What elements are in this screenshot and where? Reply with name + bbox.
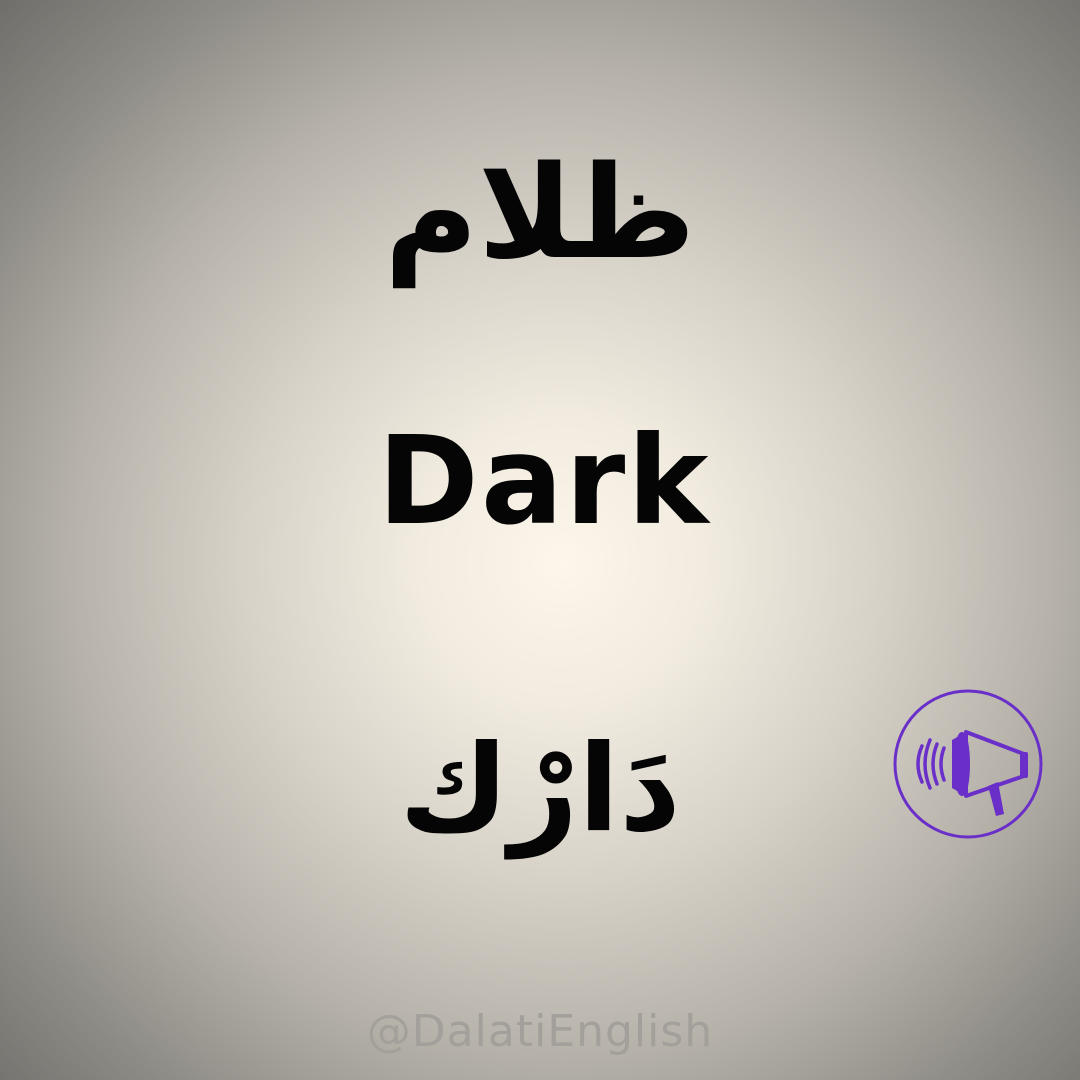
arabic-word: ظلام — [384, 139, 696, 288]
pronunciation-audio-button[interactable] — [892, 688, 1044, 840]
megaphone-icon — [892, 688, 1044, 840]
watermark-handle: @DalatiEnglish — [366, 1006, 714, 1057]
arabic-pronunciation: دَارْك — [399, 720, 681, 859]
english-word: Dark — [377, 410, 711, 552]
